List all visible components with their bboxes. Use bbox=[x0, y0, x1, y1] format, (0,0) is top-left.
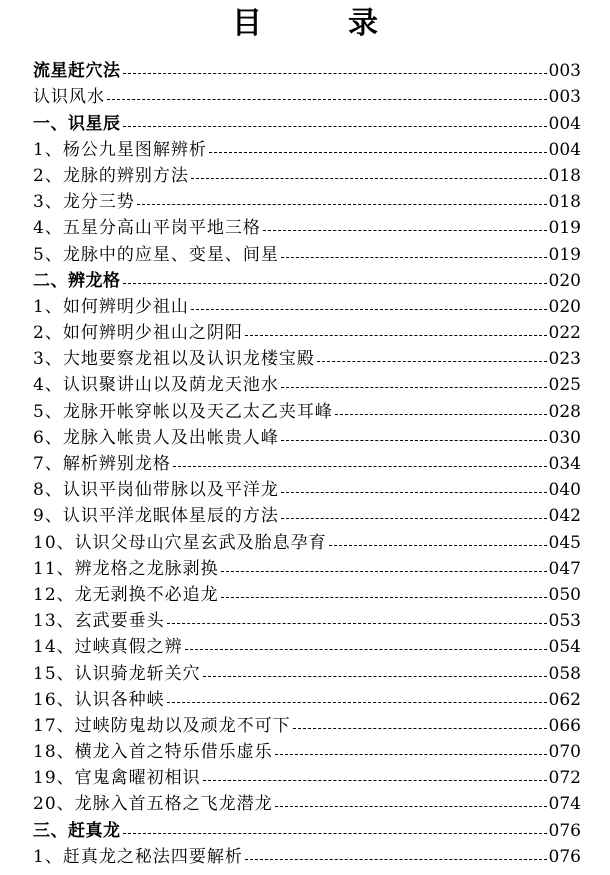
toc-section-label: 流星赶穴法 bbox=[33, 61, 121, 82]
dot-leader bbox=[245, 335, 547, 336]
dot-leader bbox=[209, 152, 547, 153]
toc-entry-row[interactable] bbox=[33, 501, 581, 527]
dot-leader bbox=[281, 257, 547, 258]
toc-entry-row[interactable] bbox=[33, 135, 581, 161]
dot-leader bbox=[221, 597, 547, 598]
toc-page-number: 034 bbox=[548, 454, 581, 474]
toc-page-number: 050 bbox=[548, 584, 581, 605]
page-title: 目 录 bbox=[232, 6, 406, 41]
toc-entry-label: 5、龙脉中的应星、变星、间星 bbox=[33, 244, 279, 265]
dot-leader bbox=[221, 571, 547, 572]
toc-page-number: 018 bbox=[548, 192, 581, 213]
toc-entry-label: 4、五星分高山平岗平地三格 bbox=[33, 218, 261, 239]
toc-page-number: 076 bbox=[548, 846, 581, 867]
dot-leader bbox=[191, 178, 547, 179]
dot-leader bbox=[137, 204, 547, 205]
dot-leader bbox=[185, 649, 547, 650]
toc-entry-label: 3、龙分三势 bbox=[33, 192, 135, 213]
dot-leader bbox=[123, 126, 547, 127]
toc-page-number: 045 bbox=[548, 532, 581, 553]
toc-section-label: 三、赶真龙 bbox=[33, 820, 121, 841]
dot-leader bbox=[191, 309, 547, 310]
toc-entry-label: 16、认识各种峡 bbox=[33, 689, 165, 710]
toc-entry-label: 11、辨龙格之龙脉剥换 bbox=[33, 558, 219, 579]
toc-entry-label: 9、认识平洋龙眠体星辰的方法 bbox=[33, 506, 279, 527]
dot-leader bbox=[263, 230, 547, 231]
toc-entry-row[interactable] bbox=[33, 737, 581, 763]
dot-leader bbox=[107, 99, 547, 100]
toc-entry-label: 2、如何辨明少祖山之阴阳 bbox=[33, 323, 243, 344]
toc-entry-label: 7、解析辨别龙格 bbox=[33, 454, 171, 474]
toc-page-number: 028 bbox=[548, 401, 581, 422]
toc-entry-label: 3、大地要察龙祖以及认识龙楼宝殿 bbox=[33, 349, 315, 370]
toc-entry-row[interactable] bbox=[33, 580, 581, 606]
dot-leader bbox=[123, 833, 547, 834]
toc-entry-row[interactable] bbox=[33, 318, 581, 344]
toc-entry-row[interactable] bbox=[33, 370, 581, 396]
toc-section-row[interactable] bbox=[33, 815, 581, 841]
toc-entry-label: 1、如何辨明少祖山 bbox=[33, 296, 189, 317]
toc-page-number: 070 bbox=[548, 742, 581, 763]
toc-entry-label: 2、龙脉的辨别方法 bbox=[33, 165, 189, 186]
dot-leader bbox=[329, 545, 547, 546]
toc-entry-label: 1、赶真龙之秘法四要解析 bbox=[33, 846, 243, 867]
toc-entry-row[interactable] bbox=[33, 213, 581, 239]
toc-page-number: 047 bbox=[548, 558, 581, 579]
toc-entry-row[interactable] bbox=[33, 161, 581, 187]
toc-entry-row[interactable] bbox=[33, 606, 581, 632]
toc-entry-label: 14、过峡真假之辨 bbox=[33, 637, 183, 658]
dot-leader bbox=[173, 466, 547, 467]
toc-page-number: 074 bbox=[548, 794, 581, 815]
toc-entry-row[interactable] bbox=[33, 763, 581, 789]
toc-entry-label: 20、龙脉入首五格之飞龙潜龙 bbox=[33, 794, 273, 815]
toc-entry-label: 8、认识平岗仙带脉以及平洋龙 bbox=[33, 480, 279, 501]
toc-page-number: 004 bbox=[548, 139, 581, 160]
toc-entry-row[interactable] bbox=[33, 423, 581, 449]
toc-entry-row[interactable] bbox=[33, 658, 581, 684]
dot-leader bbox=[281, 492, 547, 493]
toc-entry-row[interactable] bbox=[33, 685, 581, 711]
toc-entry-label: 13、玄武要垂头 bbox=[33, 611, 165, 632]
dot-leader bbox=[275, 806, 547, 807]
dot-leader bbox=[167, 702, 547, 703]
dot-leader bbox=[245, 859, 547, 860]
toc-entry-row[interactable] bbox=[33, 292, 581, 318]
toc-entry-row[interactable] bbox=[33, 449, 581, 475]
toc-page-number: 054 bbox=[548, 637, 581, 658]
toc-list bbox=[33, 56, 581, 868]
dot-leader bbox=[167, 623, 547, 624]
toc-entry-label: 5、龙脉开帐穿帐以及天乙太乙夹耳峰 bbox=[33, 401, 333, 422]
toc-section-label: 二、辨龙格 bbox=[33, 270, 121, 291]
toc-page-number: 020 bbox=[548, 296, 581, 317]
toc-page-number: 023 bbox=[548, 349, 581, 370]
toc-page-number: 053 bbox=[548, 611, 581, 632]
toc-page-number: 022 bbox=[548, 323, 581, 344]
toc-page-number: 025 bbox=[548, 375, 581, 396]
toc-entry-row[interactable] bbox=[33, 789, 581, 815]
dot-leader bbox=[317, 361, 547, 362]
toc-entry-row[interactable] bbox=[33, 632, 581, 658]
toc-section-row[interactable] bbox=[33, 108, 581, 134]
toc-entry-label: 15、认识骑龙斩关穴 bbox=[33, 663, 201, 684]
toc-entry-label: 1、杨公九星图解辨析 bbox=[33, 139, 207, 160]
toc-entry-label: 12、龙无剥换不必追龙 bbox=[33, 584, 219, 605]
toc-page-number: 062 bbox=[548, 689, 581, 710]
dot-leader bbox=[335, 414, 547, 415]
toc-entry-label: 10、认识父母山穴星玄武及胎息孕育 bbox=[33, 532, 327, 553]
toc-entry-row[interactable] bbox=[33, 554, 581, 580]
dot-leader bbox=[281, 440, 547, 441]
toc-entry-label: 6、龙脉入帐贵人及出帐贵人峰 bbox=[33, 427, 279, 448]
toc-page-number: 042 bbox=[548, 506, 581, 527]
toc-page-number: 004 bbox=[548, 113, 581, 134]
toc-entry-label: 认识风水 bbox=[33, 87, 105, 108]
toc-entry-row[interactable] bbox=[33, 396, 581, 422]
dot-leader bbox=[203, 676, 547, 677]
toc-section-label: 一、识星辰 bbox=[33, 113, 121, 134]
toc-entry-row[interactable] bbox=[33, 711, 581, 737]
toc-page-number: 003 bbox=[548, 87, 581, 108]
toc-page-number: 072 bbox=[548, 768, 581, 789]
toc-entry-label: 18、横龙入首之特乐借乐虚乐 bbox=[33, 742, 273, 763]
toc-page-number: 058 bbox=[548, 663, 581, 684]
toc-entry-row[interactable] bbox=[33, 344, 581, 370]
toc-page-number: 019 bbox=[548, 244, 581, 265]
dot-leader bbox=[123, 283, 547, 284]
toc-page-number: 020 bbox=[548, 270, 581, 291]
dot-leader bbox=[123, 73, 547, 74]
toc-entry-row[interactable] bbox=[33, 82, 581, 108]
toc-entry-row[interactable] bbox=[33, 239, 581, 265]
toc-page-number: 019 bbox=[548, 218, 581, 239]
dot-leader bbox=[293, 728, 547, 729]
toc-page-number: 076 bbox=[548, 820, 581, 841]
dot-leader bbox=[281, 518, 547, 519]
toc-entry-label: 17、过峡防鬼劫以及顽龙不可下 bbox=[33, 715, 291, 736]
toc-page-number: 003 bbox=[548, 61, 581, 82]
toc-entry-row[interactable] bbox=[33, 475, 581, 501]
toc-page-number: 018 bbox=[548, 165, 581, 186]
toc-entry-label: 4、认识聚讲山以及荫龙天池水 bbox=[33, 375, 279, 396]
dot-leader bbox=[203, 780, 547, 781]
dot-leader bbox=[275, 754, 547, 755]
toc-page-number: 040 bbox=[548, 480, 581, 501]
toc-entry-row[interactable] bbox=[33, 187, 581, 213]
toc-entry-label: 19、官鬼禽曜初相识 bbox=[33, 768, 201, 789]
toc-section-row[interactable] bbox=[33, 56, 581, 82]
toc-entry-row[interactable] bbox=[33, 842, 581, 868]
toc-page-number: 030 bbox=[548, 427, 581, 448]
toc-page-number: 066 bbox=[548, 715, 581, 736]
toc-entry-row[interactable] bbox=[33, 527, 581, 553]
dot-leader bbox=[281, 387, 547, 388]
toc-section-row[interactable] bbox=[33, 266, 581, 292]
